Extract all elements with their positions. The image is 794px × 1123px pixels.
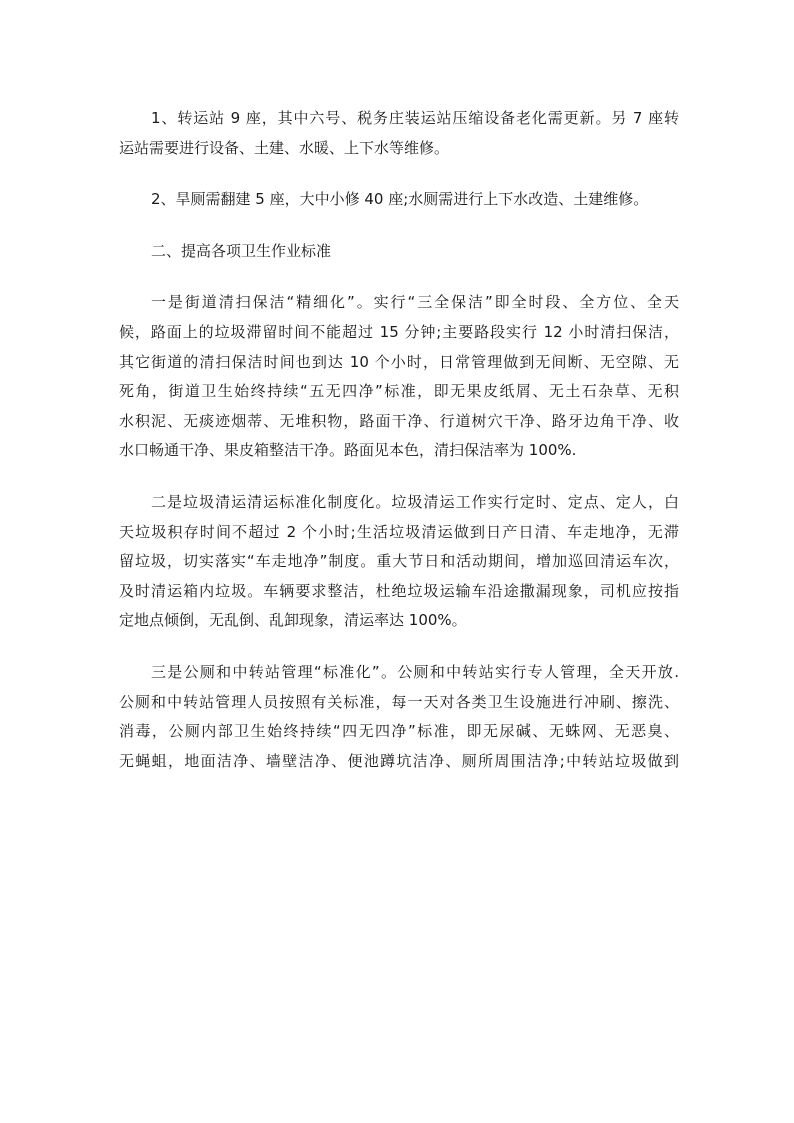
paragraph-line: 公厕和中转站管理人员按照有关标准，每一天对各类卫生设施进行冲刷、擦洗、 [119, 692, 679, 711]
document-body [119, 104, 679, 798]
section-heading [119, 237, 679, 267]
paragraph-street-cleaning [119, 288, 679, 466]
paragraph-garbage-collection [119, 488, 679, 636]
paragraph-line: 运站需要进行设备、土建、水暖、上下水等维修。 [119, 138, 450, 157]
paragraph-line: 其它街道的清扫保洁时间也到达 10 个小时，日常管理做到无间断、无空隙、无 [119, 352, 679, 371]
paragraph-toilets [119, 185, 679, 215]
paragraph-line: 天垃圾积存时间不超过 2 个小时;生活垃圾清运做到日产日清、车走地净，无滞 [119, 522, 679, 541]
paragraph-line: 水口畅通干净、果皮箱整洁干净。路面见本色，清扫保洁率为 100%. [119, 441, 577, 460]
paragraph-line: 消毒，公厕内部卫生始终持续“四无四净”标准，即无尿碱、无蛛网、无恶臭、 [119, 722, 679, 741]
paragraph-line: 及时清运箱内垃圾。车辆要求整洁，杜绝垃圾运输车沿途撒漏现象，司机应按指 [119, 581, 679, 600]
paragraph-line: 留垃圾，切实落实“车走地净”制度。重大节日和活动期间，增加巡回清运车次， [119, 552, 679, 571]
paragraph-line: 候，路面上的垃圾滞留时间不能超过 15 分钟;主要路段实行 12 小时清扫保洁， [119, 322, 679, 341]
paragraph-line: 水积泥、无痰迹烟蒂、无堆积物，路面干净、行道树穴干净、路牙边角干净、收 [119, 411, 679, 430]
paragraph-line: 定地点倾倒，无乱倒、乱卸现象，清运率达 100%。 [119, 611, 467, 630]
paragraph-line: 1、转运站 9 座，其中六号、税务庄装运站压缩设备老化需更新。另 7 座转 [151, 109, 679, 127]
paragraph-line: 一是街道清扫保洁“精细化”。实行“三全保洁”即全时段、全方位、全天 [151, 293, 679, 312]
paragraph-line: 三是公厕和中转站管理“标准化”。公厕和中转站实行专人管理，全天开放. [151, 662, 679, 681]
paragraph-line: 死角，街道卫生始终持续“五无四净”标准，即无果皮纸屑、无土石杂草、无积 [119, 382, 679, 401]
paragraph-transfer-stations [119, 104, 679, 163]
paragraph-line: 2、旱厕需翻建 5 座，大中小修 40 座;水厕需进行上下水改造、土建维修。 [151, 190, 649, 209]
paragraph-line: 二是垃圾清运清运标准化制度化。垃圾清运工作实行定时、定点、定人，白 [151, 492, 679, 511]
paragraph-line: 无蝇蛆，地面洁净、墙壁洁净、便池蹲坑洁净、厕所周围洁净;中转站垃圾做到 [119, 751, 679, 770]
section-heading-text: 二、提高各项卫生作业标准 [151, 241, 332, 260]
paragraph-public-toilets [119, 658, 679, 776]
